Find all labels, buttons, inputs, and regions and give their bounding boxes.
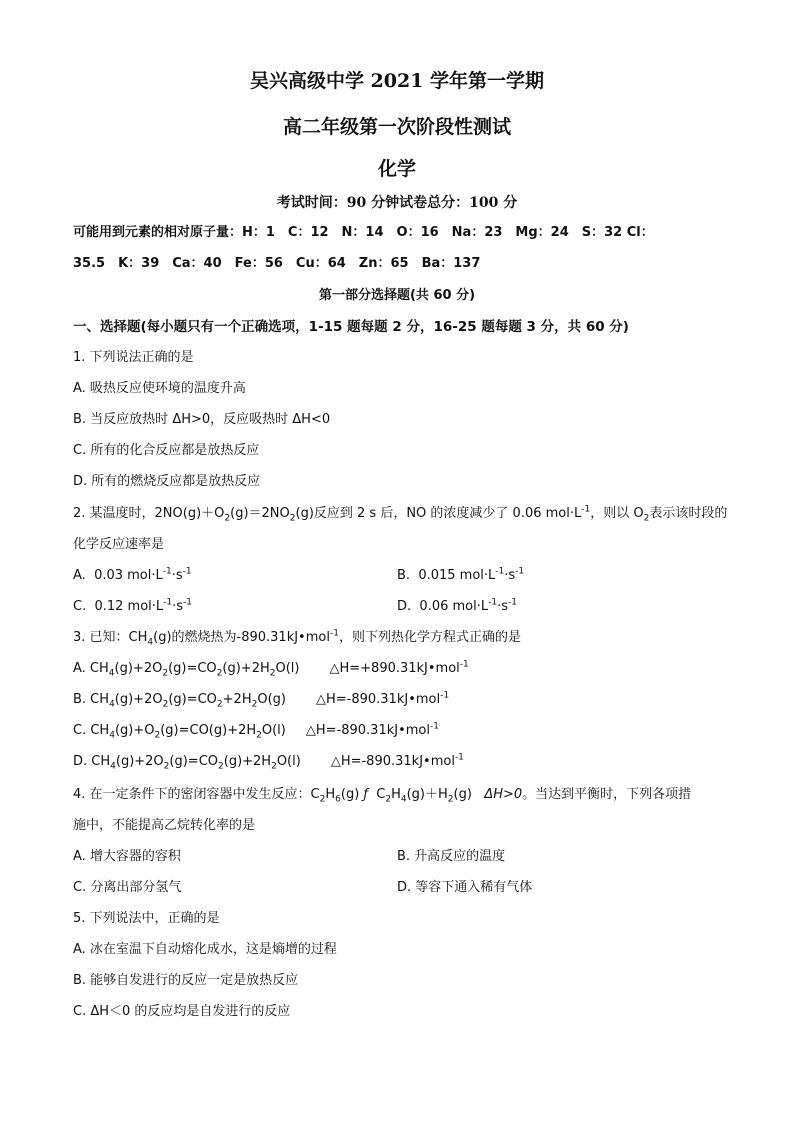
subject-title: 化学 [377, 158, 416, 180]
q4-option-a: A. 增大容器的容积 [73, 849, 181, 864]
q3-option-c: C. $CH_4(g)+O_2(g)=CO(g)+2H_2O(l)$ △H=-890.31kJ•mol$^{-1}$ [73, 721, 439, 741]
q2-option-a: A. 0.03 $mol\cdot L^{-1}\cdot s^{-1}$ [73, 566, 192, 583]
q2-option-b: B. 0.015 $mol\cdot L^{-1}\cdot s^{-1}$ [397, 566, 525, 583]
equilibrium-arrow-glyph: ƒ [363, 787, 368, 802]
q2-stem-line-2: 化学反应速率是 [73, 537, 165, 552]
q4-stem: 4. 在一定条件下的密闭容器中发生反应：$C_2H_6(g)$ ƒ $C_2H_4(g)+H_2(g)$ ΔH>0。当达到平衡时，下列各项措 [73, 787, 692, 805]
exam-title: 高二年级第一次阶段性测试 [282, 116, 511, 138]
q1-option-b: B. 当反应放热时 ΔH>0，反应吸热时 ΔH<0 [73, 412, 331, 427]
q3-option-b: B. $CH_4(g)+2O_2(g)=CO_2+2H_2O(g)$ △H=-890.31kJ•mol$^{-1}$ [73, 690, 450, 710]
q1-stem: 1. 下列说法正确的是 [73, 350, 194, 365]
q1-option-c: C. 所有的化合反应都是放热反应 [73, 443, 260, 458]
q1-option-d: D. 所有的燃烧反应都是放热反应 [73, 474, 261, 489]
q1-option-a: A. 吸热反应使环境的温度升高 [73, 381, 246, 396]
atomic-mass-line-2: 35.5 K：39 Ca：40 Fe：56 Cu：64 Zn：65 Ba：137 [73, 256, 481, 271]
q3-option-d: D. $CH_4(g)+2O_2(g)=CO_2(g)+2H_2O(l)$ △H=-890.31kJ•mol$^{-1}$ [73, 752, 464, 772]
atomic-mass-line-1: 可能用到元素的相对原子量：H：1 C：12 N：14 O：16 Na：23 Mg：24 S：32 Cl： [73, 225, 654, 240]
section-instruction: 一、选择题(每小题只有一个正确选项，1-15 题每题 2 分，16-25 题每题 3 分，共 60 分) [73, 319, 629, 335]
q4-option-c: C. 分离出部分氢气 [73, 880, 182, 895]
exam-info: 考试时间：90 分钟试卷总分：100 分 [276, 195, 518, 211]
q3-stem: 3. 已知：$CH_4(g)$的燃烧热为-890.31kJ•mol$^{-1}$，则下列热化学方程式正确的是 [73, 628, 521, 648]
q4-stem-line-2: 施中，不能提高乙烷转化率的是 [73, 818, 256, 833]
q2-stem: 2. 某温度时，$2NO(g)+O_2(g)=2NO_2(g)$反应到 2 s 后，NO 的浓度减少了 0.06 $mol\cdot L^{-1}$，则以 $O_2$表示该时段的 [73, 504, 728, 524]
part-title: 第一部分选择题(共 60 分) [318, 288, 476, 303]
q4-option-b: B. 升高反应的温度 [397, 849, 506, 864]
q5-option-c: C. ΔH＜0 的反应均是自发进行的反应 [73, 1004, 291, 1019]
school-title: 吴兴高级中学 2021 学年第一学期 [249, 70, 545, 92]
q4-option-d: D. 等容下通入稀有气体 [397, 880, 533, 895]
q2-option-c: C. 0.12 $mol\cdot L^{-1}\cdot s^{-1}$ [73, 597, 193, 614]
q5-option-b: B. 能够自发进行的反应一定是放热反应 [73, 973, 299, 988]
q2-option-d: D. 0.06 $mol\cdot L^{-1}\cdot s^{-1}$ [397, 597, 517, 614]
q5-stem: 5. 下列说法中，正确的是 [73, 911, 220, 926]
q5-option-a: A. 冰在室温下自动熔化成水，这是熵增的过程 [73, 942, 337, 957]
q3-option-a: A. $CH_4(g)+2O_2(g)=CO_2(g)+2H_2O(l)$ △H=+890.31kJ•mol$^{-1}$ [73, 659, 469, 679]
